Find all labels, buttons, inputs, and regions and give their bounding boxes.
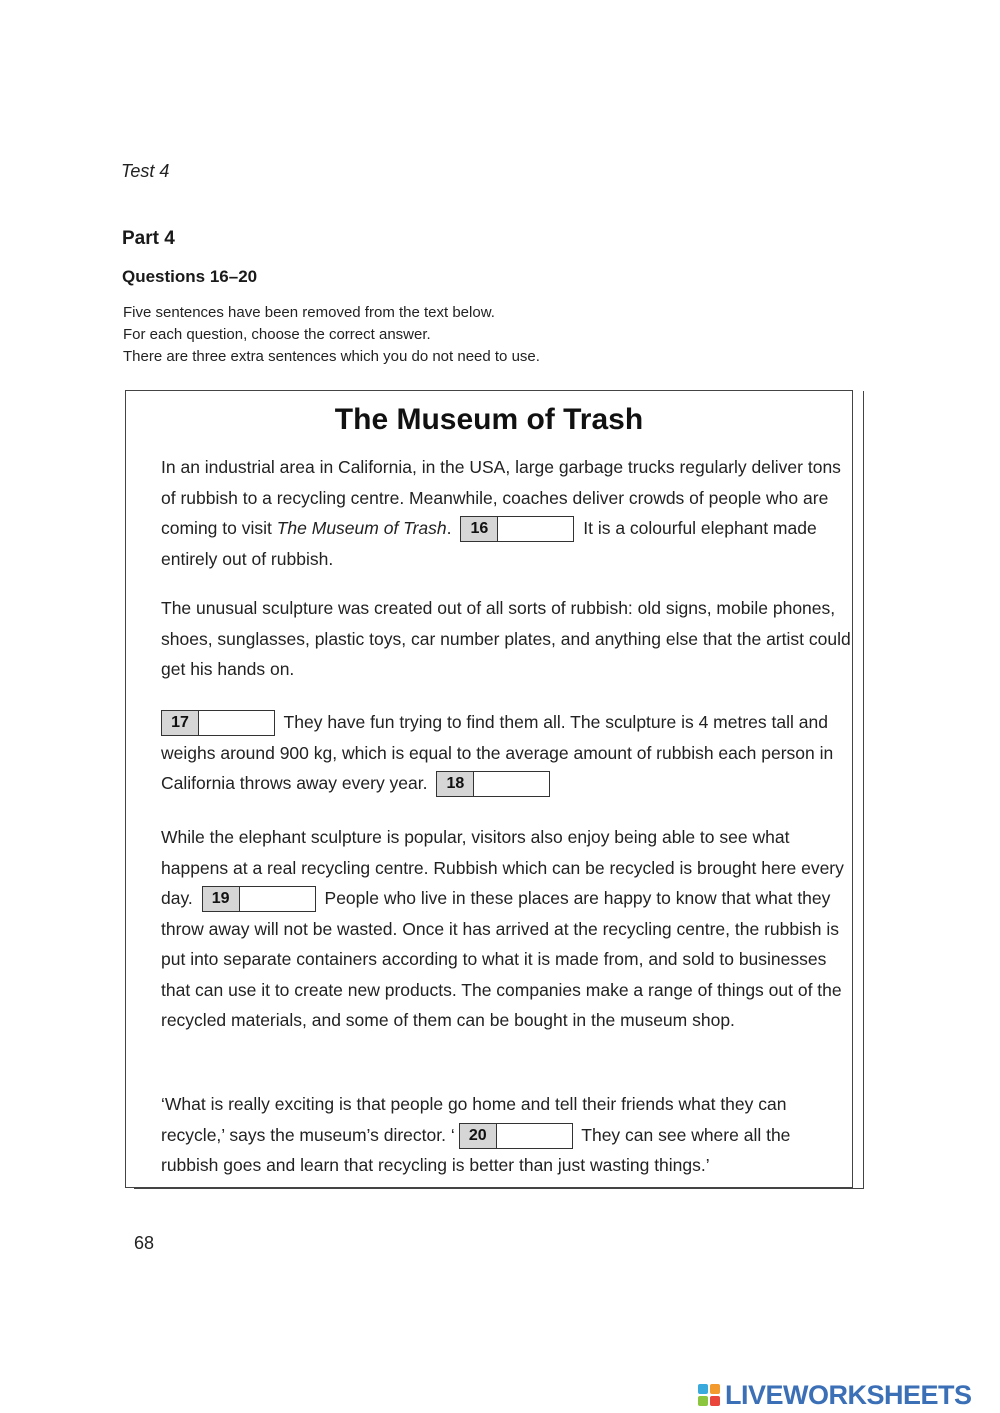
paragraph-text: While the elephant sculpture is popular, visitors also enjoy being able to see what happens at a real recycling centre. Rubbish which can be recycled is brought here every day. [161,827,844,908]
liveworksheets-logo[interactable] [698,1380,972,1410]
answer-gap-18[interactable] [436,771,550,797]
paragraph-2 [161,593,851,685]
answer-gap-16[interactable] [460,516,574,542]
gap-number: 20 [460,1124,497,1148]
part-title: Part 4 [122,228,175,249]
instruction-line: For each question, choose the correct answer. [123,326,431,343]
page-number: 68 [134,1233,155,1253]
paragraph-text: . [446,518,452,538]
article-title: The Museum of Trash [334,403,644,436]
logo-text: LIVEWORKSHEETS [725,1379,972,1410]
liveworksheets-icon [698,1384,722,1406]
paragraph-text: They have fun trying to find them all. The sculpture is 4 metres tall and weighs around 900 kg, which is equal to the average amount of rubbish each person in California throws away every year. [161,712,834,793]
paragraph-text: They can see where all the rubbish goes and learn that recycling is better than just wasting things.’ [161,1124,791,1175]
instruction-line: There are three extra sentences which you do not need to use. [123,348,540,365]
paragraph-text: The unusual sculpture was created out of all sorts of rubbish: old signs, mobile phones, shoes, sunglasses, plastic toys, car number plates, and anything else that the artist could get his hands on. [161,598,851,679]
paragraph-3 [161,707,851,799]
instruction-line: Five sentences have been removed from the text below. [123,304,495,321]
paragraph-text: People who live in these places are happy to know that what they throw away will not be wasted. Once it has arrived at the recycling centre, the rubbish is put into separate containers according to what it is made from, and sold to businesses that can use it to create new products. The companies make a range of things out of the recycled materials, and some of them can be bought in the museum shop. [161,888,842,1030]
gap-number: 16 [461,517,498,541]
paragraph-text: It is a colourful elephant made entirely out of rubbish. [161,518,817,569]
answer-gap-20[interactable] [459,1123,573,1149]
gap-number: 18 [437,772,474,796]
museum-name: The Museum of Trash [276,518,447,538]
paragraph-1 [161,452,851,574]
article-box [125,390,853,1188]
answer-gap-19[interactable] [202,886,316,912]
paragraph-4 [161,822,851,1036]
paragraph-text: ‘What is really exciting is that people go home and tell their friends what they can recycle,’ says the museum’s director. ‘ [161,1094,787,1145]
paragraph-5 [161,1089,851,1181]
questions-title: Questions 16–20 [122,267,258,286]
instructions [123,302,540,368]
test-label: Test 4 [121,161,170,181]
gap-number: 19 [203,887,240,911]
answer-gap-17[interactable] [161,710,275,736]
paragraph-text: In an industrial area in California, in the USA, large garbage trucks regularly deliver tons of rubbish to a recycling centre. Meanwhile, coaches deliver crowds of people who are coming to visit [161,457,841,538]
gap-number: 17 [162,711,199,735]
